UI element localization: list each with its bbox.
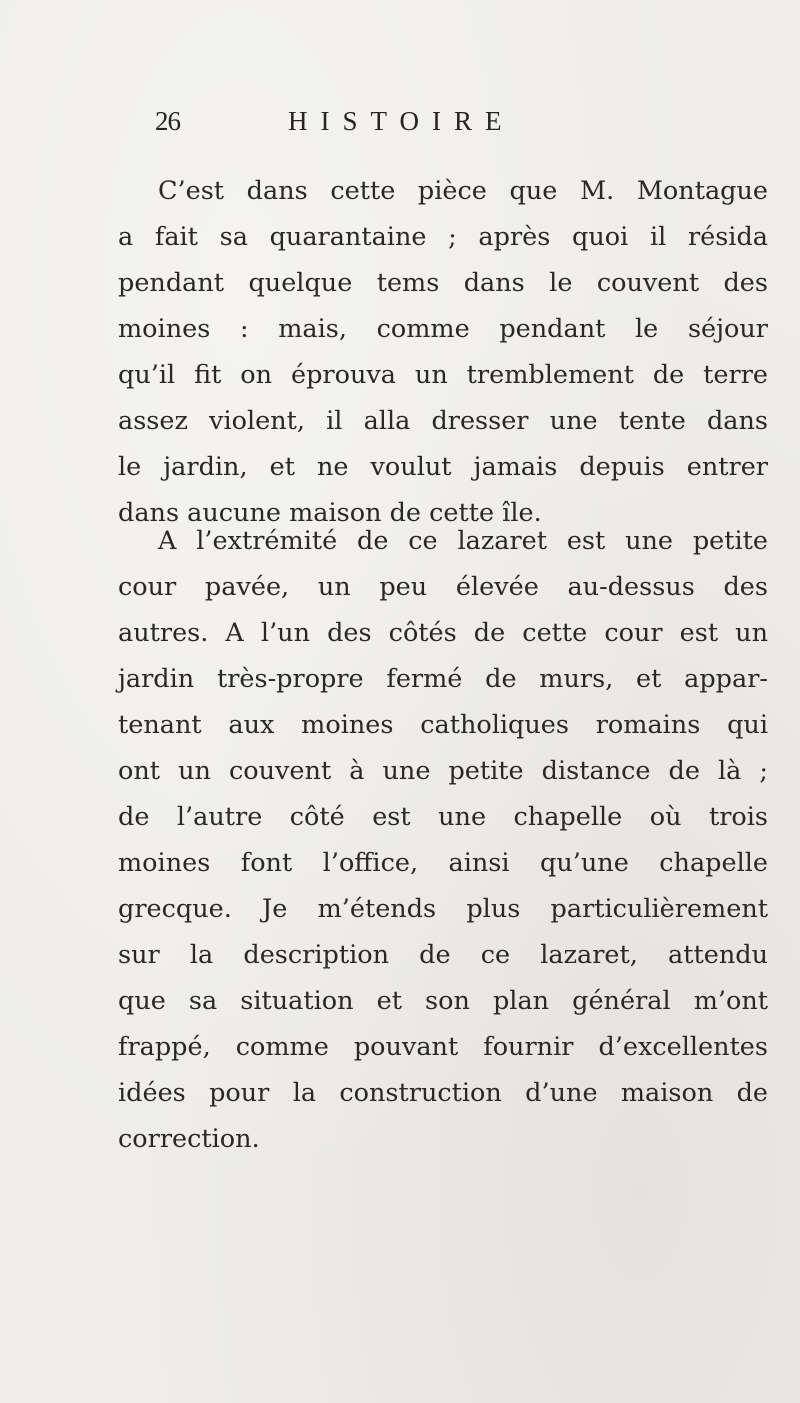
text-line: assez violent, il alla dresser une tente dans (118, 406, 768, 436)
text-line: moines font l’office, ainsi qu’une chapelle (118, 848, 768, 878)
text-line: idées pour la construction d’une maison de (118, 1078, 768, 1108)
text-line: tenant aux moines catholiques romains qui (118, 710, 768, 740)
text-line: autres. A l’un des côtés de cette cour est un (118, 618, 768, 648)
text-line: sur la description de ce lazaret, attendu (118, 940, 768, 970)
running-title: HISTOIRE (288, 106, 515, 136)
text-line: jardin très-propre fermé de murs, et appar- (118, 664, 768, 694)
text-line: C’est dans cette pièce que M. Montague (158, 176, 768, 206)
text-line: a fait sa quarantaine ; après quoi il résida (118, 222, 768, 252)
text-line: ont un couvent à une petite distance de là ; (118, 756, 768, 786)
text-line: A l’extrémité de ce lazaret est une petite (158, 526, 768, 556)
text-line: qu’il fit on éprouva un tremblement de terre (118, 360, 768, 390)
text-line: de l’autre côté est une chapelle où trois (118, 802, 768, 832)
paragraph-1 (118, 168, 768, 536)
text-line: pendant quelque tems dans le couvent des (118, 268, 768, 298)
paragraph-2 (118, 518, 768, 1162)
text-line: le jardin, et ne voulut jamais depuis entrer (118, 452, 768, 482)
text-line: frappé, comme pouvant fournir d’excellentes (118, 1032, 768, 1062)
text-line: grecque. Je m’étends plus particulièrement (118, 894, 768, 924)
page-number: 26 (155, 106, 180, 136)
text-line: cour pavée, un peu élevée au-dessus des (118, 572, 768, 602)
page-header (0, 106, 800, 146)
text-line: moines : mais, comme pendant le séjour (118, 314, 768, 344)
text-line: que sa situation et son plan général m’ont (118, 986, 768, 1016)
text-line: dans aucune maison de cette île. (118, 498, 542, 528)
text-line: correction. (118, 1124, 260, 1154)
